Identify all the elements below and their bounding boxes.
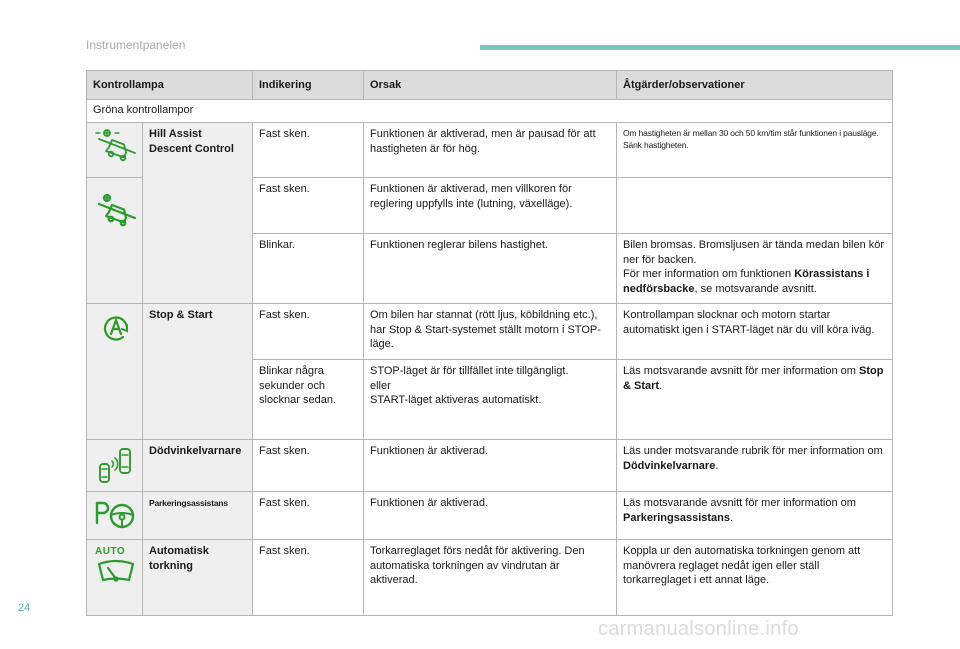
table-header-row bbox=[87, 71, 893, 100]
column-header-action: Åtgärder/observationer bbox=[617, 71, 893, 100]
action-text: . bbox=[730, 511, 734, 524]
action-text: . bbox=[659, 379, 663, 392]
lamp-name-wiping: Automatisk torkning bbox=[143, 540, 253, 616]
cause-text: START-läget aktiveras automatiskt. bbox=[370, 394, 542, 406]
table-row bbox=[87, 440, 893, 492]
action-cell bbox=[617, 234, 893, 304]
lamp-cell-wiping bbox=[87, 540, 143, 616]
header-accent-bar bbox=[480, 45, 960, 50]
action-text: . bbox=[715, 459, 719, 472]
column-header-lamp: Kontrollampa bbox=[87, 71, 253, 100]
lamp-cell-hill-1 bbox=[87, 123, 143, 178]
action-cell: Om hastigheten är mellan 30 och 50 km/tim står funktionen i pausläge. Sänk hastigheten. bbox=[617, 123, 893, 178]
page-header-title: Instrumentpanelen bbox=[86, 38, 186, 52]
action-cell bbox=[617, 360, 893, 440]
cause-cell: Funktionen är aktiverad. bbox=[364, 492, 617, 540]
lamp-cell-hill-2 bbox=[87, 178, 143, 304]
indication-cell: Fast sken. bbox=[253, 492, 364, 540]
action-text: Läs motsvarande avsnitt för mer information om bbox=[623, 497, 856, 509]
action-text: , se motsvarande avsnitt. bbox=[694, 282, 817, 295]
cause-text: eller bbox=[370, 379, 391, 392]
cause-cell bbox=[364, 360, 617, 440]
indication-cell: Blinkar några sekunder och slocknar sedan. bbox=[253, 360, 364, 440]
table-row bbox=[87, 123, 893, 178]
lamp-name-hill: Hill Assist Descent Control bbox=[143, 123, 253, 304]
hill-descent-car-icon bbox=[93, 129, 139, 163]
table-row bbox=[87, 304, 893, 360]
column-header-indication: Indikering bbox=[253, 71, 364, 100]
action-ref-bold: Stop & Start bbox=[623, 365, 884, 392]
group-label-green: Gröna kontrollampor bbox=[87, 100, 893, 123]
action-cell: Kontrollampan slocknar och motorn startar automatiskt igen i START-läget när du vill köra iväg. bbox=[617, 304, 893, 360]
lamp-cell-stop-start bbox=[87, 304, 143, 440]
cause-cell: Funktionen är aktiverad, men är pausad för att hastigheten är för hög. bbox=[364, 123, 617, 178]
indication-cell: Fast sken. bbox=[253, 178, 364, 234]
action-text: För mer information om funktionen bbox=[623, 268, 795, 280]
parking-steering-wheel-icon bbox=[93, 498, 137, 532]
indication-cell: Fast sken. bbox=[253, 123, 364, 178]
table-row bbox=[87, 540, 893, 616]
lamp-name-stop-start: Stop & Start bbox=[143, 304, 253, 440]
cause-cell: Torkarreglaget förs nedåt för aktivering. Den automatiska torkningen av vindrutan är aktiverad. bbox=[364, 540, 617, 616]
column-header-cause: Orsak bbox=[364, 71, 617, 100]
cause-text: STOP-läget är för tillfället inte tillgängligt. bbox=[370, 365, 569, 377]
action-text: Bilen bromsas. Bromsljusen är tända medan bilen kör ner för backen. bbox=[623, 239, 885, 266]
auto-wiper-icon bbox=[96, 558, 136, 588]
action-ref-bold: Parkeringsassistans bbox=[623, 511, 731, 524]
auto-label: AUTO bbox=[95, 546, 126, 557]
cause-cell: Funktionen är aktiverad, men villkoren för reglering uppfylls inte (lutning, växelläge). bbox=[364, 178, 617, 234]
group-row bbox=[87, 100, 893, 123]
watermark: carmanualsonline.info bbox=[598, 618, 799, 640]
action-cell: Koppla ur den automatiska torkningen genom att manövrera reglaget nedåt igen eller ställ torkarreglaget i ett annat läge. bbox=[617, 540, 893, 616]
lamp-cell-parking bbox=[87, 492, 143, 540]
action-ref-bold: Dödvinkelvarnare bbox=[623, 459, 716, 472]
hill-descent-car-icon bbox=[93, 194, 139, 228]
action-text: Läs motsvarande avsnitt för mer information om bbox=[623, 365, 859, 377]
cause-cell: Funktionen är aktiverad. bbox=[364, 440, 617, 492]
indication-cell: Fast sken. bbox=[253, 540, 364, 616]
action-cell bbox=[617, 178, 893, 234]
indication-cell: Fast sken. bbox=[253, 440, 364, 492]
cause-cell: Om bilen har stannat (rött ljus, köbildning etc.), har Stop & Start-systemet ställt motorn i STOP-läge. bbox=[364, 304, 617, 360]
action-ref-bold: Körassistans i nedförsbacke bbox=[623, 268, 870, 295]
blind-spot-monitor-icon bbox=[95, 446, 135, 486]
auto-a-icon bbox=[101, 312, 131, 342]
action-text: Läs under motsvarande rubrik för mer information om bbox=[623, 445, 883, 457]
action-cell bbox=[617, 440, 893, 492]
indication-cell: Fast sken. bbox=[253, 304, 364, 360]
cause-cell: Funktionen reglerar bilens hastighet. bbox=[364, 234, 617, 304]
lamp-name-parking: Parkeringsassistans bbox=[143, 492, 253, 540]
warning-lamps-table bbox=[86, 70, 893, 616]
action-cell bbox=[617, 492, 893, 540]
indication-cell: Blinkar. bbox=[253, 234, 364, 304]
table-row bbox=[87, 492, 893, 540]
page-number: 24 bbox=[18, 602, 31, 614]
lamp-name-blind-spot: Dödvinkelvarnare bbox=[143, 440, 253, 492]
lamp-cell-blind-spot bbox=[87, 440, 143, 492]
